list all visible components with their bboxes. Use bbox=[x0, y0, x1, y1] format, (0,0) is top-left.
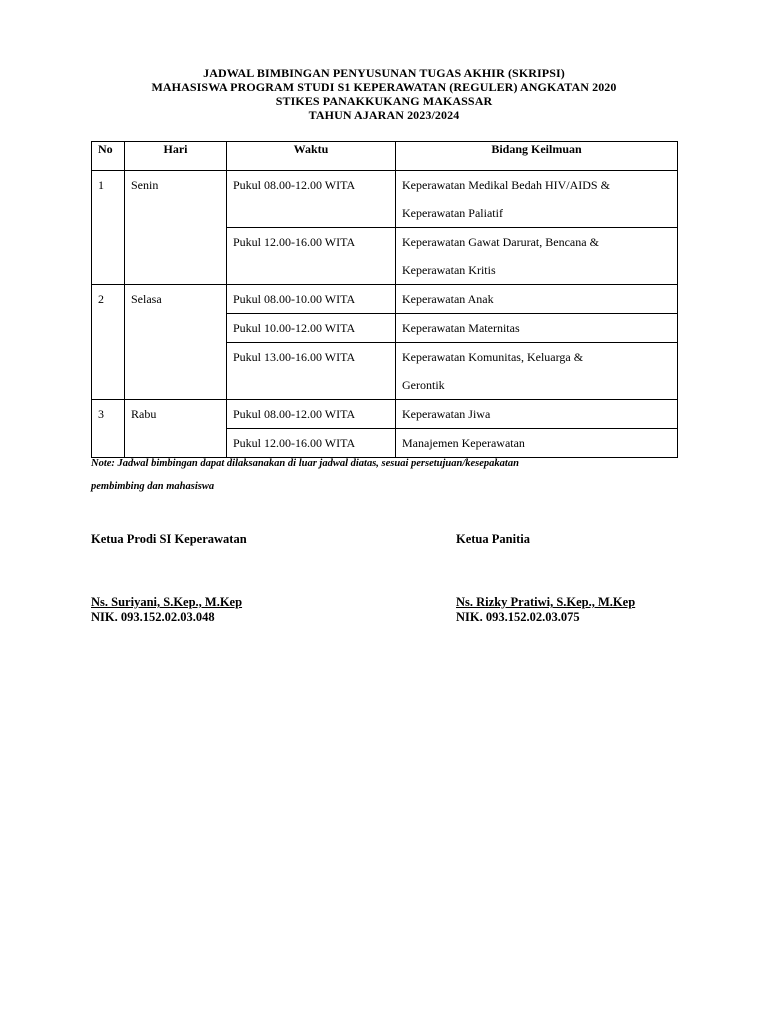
cell-hari: Senin bbox=[125, 171, 227, 285]
signature-left-role: Ketua Prodi SI Keperawatan bbox=[91, 532, 247, 546]
note-line-2: pembimbing dan mahasiswa bbox=[91, 481, 215, 492]
header-no: No bbox=[92, 142, 125, 171]
cell-no: 3 bbox=[92, 400, 125, 458]
bidang-line: Keperawatan Kritis bbox=[402, 263, 496, 277]
table-row bbox=[92, 171, 678, 228]
cell-waktu: Pukul 10.00-12.00 WITA bbox=[227, 314, 396, 343]
note-line-1: Note: Jadwal bimbingan dapat dilaksanakan di luar jadwal diatas, sesuai persetujuan/kesepakatan bbox=[91, 458, 519, 469]
bidang-line: Keperawatan Gawat Darurat, Bencana & bbox=[402, 235, 599, 249]
document-heading bbox=[0, 66, 768, 122]
header-waktu: Waktu bbox=[227, 142, 396, 171]
cell-bidang: Keperawatan Maternitas bbox=[396, 314, 678, 343]
cell-waktu: Pukul 08.00-10.00 WITA bbox=[227, 285, 396, 314]
cell-waktu: Pukul 13.00-16.00 WITA bbox=[227, 343, 396, 400]
cell-waktu: Pukul 08.00-12.00 WITA bbox=[227, 400, 396, 429]
header-bidang: Bidang Keilmuan bbox=[396, 142, 678, 171]
cell-waktu: Pukul 08.00-12.00 WITA bbox=[227, 171, 396, 228]
heading-line-4: TAHUN AJARAN 2023/2024 bbox=[308, 108, 460, 122]
signature-left-name: Ns. Suriyani, S.Kep., M.Kep bbox=[91, 595, 243, 609]
cell-no: 1 bbox=[92, 171, 125, 285]
cell-hari: Selasa bbox=[125, 285, 227, 400]
heading-line-3: STIKES PANAKKUKANG MAKASSAR bbox=[275, 94, 493, 108]
cell-waktu: Pukul 12.00-16.00 WITA bbox=[227, 228, 396, 285]
bidang-line: Keperawatan Medikal Bedah HIV/AIDS & bbox=[402, 178, 610, 192]
schedule-note bbox=[91, 452, 691, 498]
bidang-line: Gerontik bbox=[402, 378, 445, 392]
heading-line-2: MAHASISWA PROGRAM STUDI S1 KEPERAWATAN (REGULER) ANGKATAN 2020 bbox=[151, 80, 617, 94]
bidang-line: Keperawatan Komunitas, Keluarga & bbox=[402, 350, 584, 364]
cell-bidang: Keperawatan Jiwa bbox=[396, 400, 678, 429]
header-hari: Hari bbox=[125, 142, 227, 171]
table-row bbox=[92, 285, 678, 314]
table-row bbox=[92, 400, 678, 429]
cell-bidang: Keperawatan Anak bbox=[396, 285, 678, 314]
cell-waktu: Pukul 12.00-16.00 WITA bbox=[227, 429, 396, 458]
cell-hari: Rabu bbox=[125, 400, 227, 458]
signature-right-name: Ns. Rizky Pratiwi, S.Kep., M.Kep bbox=[456, 595, 636, 609]
signature-right-nik: NIK. 093.152.02.03.075 bbox=[456, 610, 580, 624]
bidang-line: Keperawatan Paliatif bbox=[402, 206, 503, 220]
table-header-row bbox=[92, 142, 678, 171]
cell-bidang bbox=[396, 228, 678, 285]
signature-right-role: Ketua Panitia bbox=[456, 532, 530, 546]
signature-left-nik: NIK. 093.152.02.03.048 bbox=[91, 610, 215, 624]
cell-bidang bbox=[396, 343, 678, 400]
schedule-table bbox=[91, 141, 678, 458]
cell-bidang: Manajemen Keperawatan bbox=[396, 429, 678, 458]
heading-line-1: JADWAL BIMBINGAN PENYUSUNAN TUGAS AKHIR (SKRIPSI) bbox=[203, 66, 565, 80]
cell-no: 2 bbox=[92, 285, 125, 400]
cell-bidang bbox=[396, 171, 678, 228]
